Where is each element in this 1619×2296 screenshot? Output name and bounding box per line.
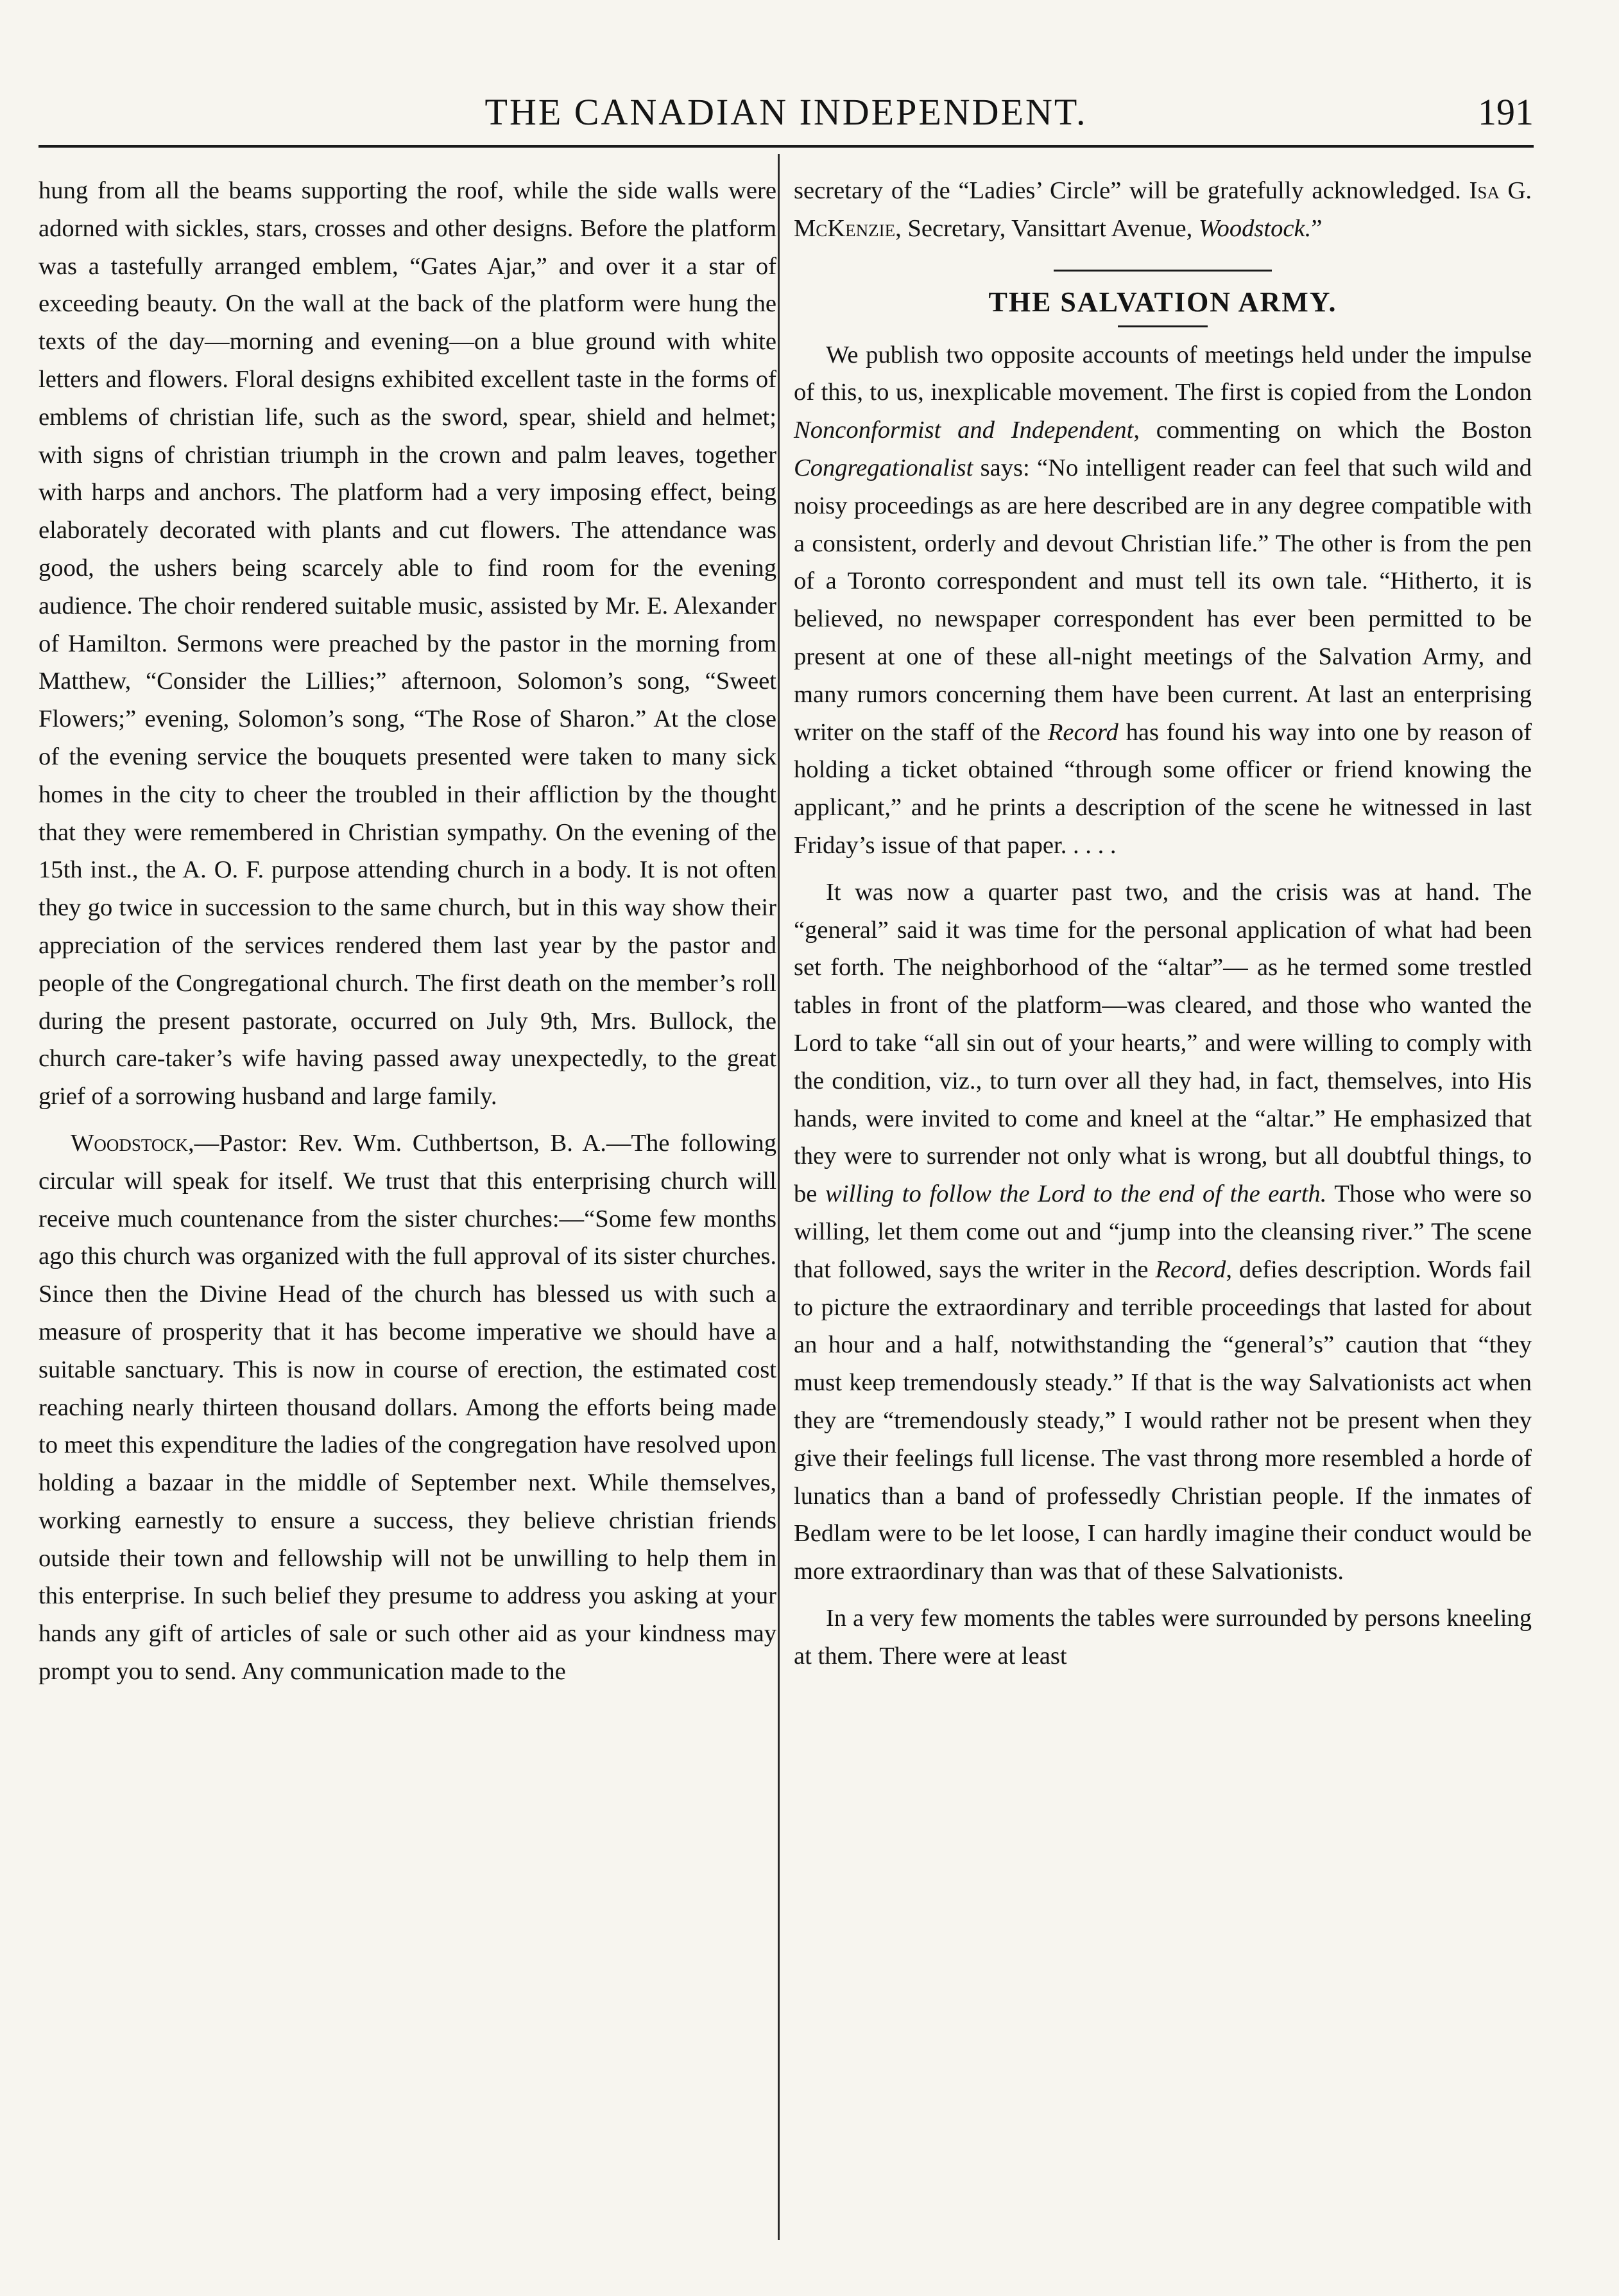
journal-nonconformist: Nonconformist and Independent (794, 417, 1134, 444)
page-number: 191 (1478, 91, 1534, 133)
secretary-name: Isa G. McKenzie (794, 177, 1532, 242)
circular-close-quote: ” (1311, 214, 1323, 242)
section-divider (1054, 270, 1272, 272)
left-paragraph-church-decorations: hung from all the beams supporting the roof, while the side walls were adorned with sickles, stars, crosses and other designs. Before the platform was a tastefully arranged emblem, “Gates Ajar,” and over it a star of exceeding beauty. On the wall at the back of the platform were hung the texts of the day—morning and evening—on a blue ground with white letters and flowers. Floral designs exhibited excellent taste in the forms of emblems of christian life, such as the sword, spear, shield and helmet; with signs of christian triumph in the crown and palm leaves, together with harps and anchors. The platform had a very imposing effect, being elaborately decorated with plants and cut flowers. The attendance was good, the ushers being scarcely able to find room for the evening audience. The choir rendered suitable music, assisted by Mr. E. Alexander of Hamilton. Sermons were preached by the pastor in the morning from Matthew, “Consider the Lillies;” afternoon, Solomon’s song, “Sweet Flowers;” evening, Solomon’s song, “The Rose of Sharon.” At the close of the evening service the bouquets presented were taken to many sick homes in the city to cheer the troubled in their affliction by the thought that they were remembered in Christian sympathy. On the evening of the 15th inst., the A. O. F. purpose attending church in a body. It is not often they go twice in succession to the same church, but in this way show their appreciation of the services rendered them last year by the pastor and people of the Congregational church. The first death on the member’s roll during the present pastorate, occurred on July 9th, Mrs. Bullock, the church care-taker’s wife having passed away unexpectedly, to the great grief of a sorrowing husband and large family. (39, 177, 776, 1110)
circular-text: secretary of the “Ladies’ Circle” will be gratefully acknowledged. (794, 177, 1469, 204)
crisis-text-b: Those who were so willing, let them come out and “jump into the cleansing river.” The scene that followed, says the writer in the (794, 1180, 1532, 1283)
circular-town: Woodstock. (1198, 214, 1312, 242)
column-rule (778, 154, 780, 2240)
page-header (39, 90, 1534, 141)
left-column (39, 172, 776, 1691)
journal-record: Record (1047, 718, 1118, 746)
publication-title: THE CANADIAN INDEPENDENT. (484, 91, 1088, 133)
journal-congregationalist: Congregationalist (794, 454, 973, 481)
intro-text-c: says: “No intelligent reader can feel that such wild and noisy proceedings as are here described are in any degree compatible with a consistent, orderly and devout Christian life.” The other is from the pen of a Toronto correspondent and must tell its own tale. “Hitherto, it is believed, no newspaper correspondent has ever been permitted to be present at one of these all-night meetings of the Salvation Army, and many rumors concerning them have been current. At last an enterprising writer on the staff of the (794, 454, 1532, 746)
intro-text-b: , commenting on which the Boston (1133, 417, 1532, 444)
crisis-journal-record: Record (1155, 1256, 1226, 1283)
right-paragraph-intro (794, 336, 1532, 865)
intro-text-a: We publish two opposite accounts of meetings held under the impulse of this, to us, inexplicable movement. The first is copied from the London (794, 341, 1532, 406)
right-paragraph-circular-end (794, 172, 1532, 248)
section-title: THE SALVATION ARMY. (988, 286, 1337, 318)
right-paragraph-kneeling: In a very few moments the tables were surrounded by persons kneeling at them. There were at least (794, 1604, 1532, 1670)
crisis-italic: willing to follow the Lord to the end of the earth. (825, 1180, 1327, 1208)
woodstock-body: ,—Pastor: Rev. Wm. Cuthbertson, B. A.—The following circular will speak for itself. We trust that this enterprising church will receive much countenance from the sister churches:—“Some few months ago this church was organized with the full approval of its sister churches. Since then the Divine Head of the church has blessed us with such a measure of prosperity that it has become imperative we should have a suitable sanctuary. This is now in course of erection, the estimated cost reaching nearly thirteen thousand dollars. Among the efforts being made to meet this expenditure the ladies of the congregation have resolved upon holding a bazaar in the middle of September next. While themselves, working earnestly to ensure a success, they believe christian friends outside their town and fellowship will not be unwilling to help them in this enterprise. In such belief they presume to address you asking at your hands any gift of articles of sale or such other aid as your kindness may prompt you to send. Any communication made to the (39, 1129, 776, 1686)
right-paragraph-crisis (794, 874, 1532, 1591)
crisis-text-c: , defies description. Words fail to picture the extraordinary and terrible proceedings that lasted for about an hour and a half, notwithstanding the “general’s” caution that “they must keep tremendously steady.” If that is the way Salvationists act when they are “tremendously steady,” I would rather not be present when they give their feelings full license. The vast throng more resembled a horde of lunatics than a band of professedly Christian people. If the inmates of Bedlam were to be let loose, I can hardly imagine their conduct would be more extraordinary than was that of these Salvationists. (794, 1256, 1532, 1585)
intro-text-d: has found his way into one by reason of holding a ticket obtained “through some officer or friend knowing the applicant,” and he prints a description of the scene he witnessed in last Friday’s issue of that paper. . . . . (794, 718, 1532, 859)
title-underline (1118, 325, 1208, 327)
circular-text-mid: , Secretary, Vansittart Avenue, (895, 214, 1199, 242)
woodstock-heading: Woodstock (71, 1129, 188, 1157)
right-column (794, 172, 1532, 1675)
crisis-text-a: It was now a quarter past two, and the crisis was at hand. The “general” said it was time for the personal application of what had been set forth. The neighborhood of the “altar”— as he termed some trestled tables in front of the platform—was cleared, and those who wanted the Lord to take “all sin out of your hearts,” and were willing to comply with the condition, viz., to turn over all they had, in fact, themselves, into His hands, were invited to come and kneel at the “altar.” He emphasized that they were to surrender not only what is wrong, but all doubtful things, to be (794, 878, 1532, 1208)
header-rule (39, 145, 1534, 148)
left-paragraph-woodstock (39, 1125, 776, 1691)
